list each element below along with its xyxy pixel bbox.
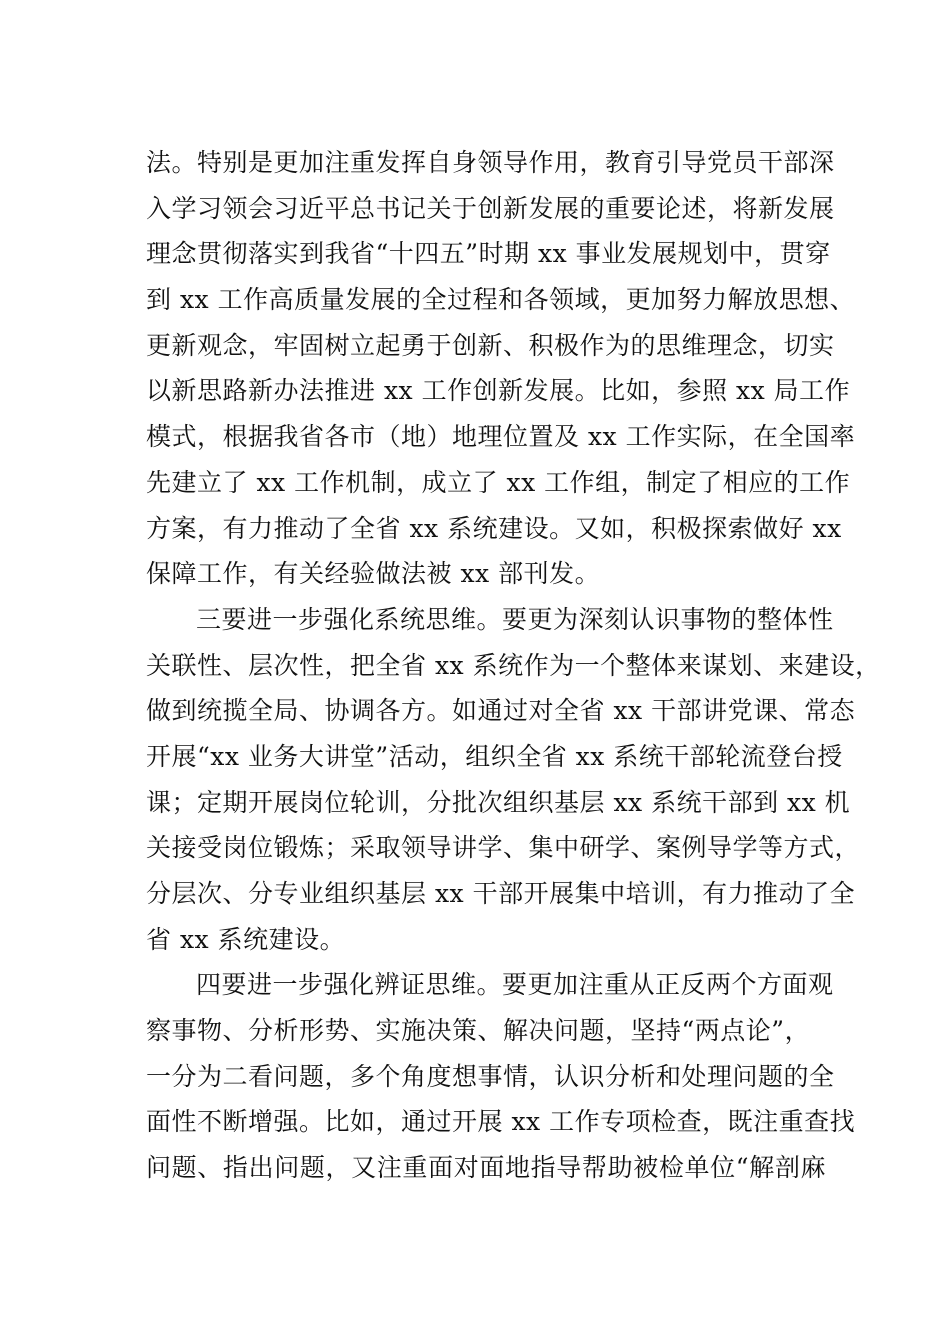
text-line: 一分为二看问题，多个角度想事情，认识分析和处理问题的全: [146, 1061, 835, 1091]
text-line: 理念贯彻落实到我省“十四五”时期 xx 事业发展规划中，贯穿: [146, 239, 831, 269]
text-line: 关联性、层次性，把全省 xx 系统作为一个整体来谋划、来建设，: [146, 650, 881, 680]
text-line: 开展“xx 业务大讲堂”活动，组织全省 xx 系统干部轮流登台授: [146, 741, 843, 771]
text-line: 做到统揽全局、协调各方。如通过对全省 xx 干部讲党课、常态: [146, 696, 856, 726]
text-line: 法。特别是更加注重发挥自身领导作用，教育引导党员干部深: [146, 148, 835, 177]
text-line: 以新思路新办法推进 xx 工作创新发展。比如，参照 xx 局工作: [146, 376, 851, 406]
body-text: [146, 140, 881, 1191]
text-line: 方案，有力推动了全省 xx 系统建设。又如，积极探索做好 xx: [146, 513, 842, 543]
text-line: 分层次、分专业组织基层 xx 干部开展集中培训，有力推动了全: [146, 879, 856, 908]
text-line: 保障工作，有关经验做法被 xx 部刊发。: [146, 559, 601, 589]
text-line: 问题、指出问题，又注重面对面地指导帮助被检单位“解剖麻: [146, 1153, 826, 1183]
text-line: 面性不断增强。比如，通过开展 xx 工作专项检查，既注重查找: [146, 1107, 856, 1137]
text-line: 课；定期开展岗位轮训，分批次组织基层 xx 系统干部到 xx 机: [146, 787, 851, 817]
text-line: 省 xx 系统建设。: [146, 924, 346, 954]
text-line: 关接受岗位锻炼；采取领导讲学、集中研学、案例导学等方式，: [146, 833, 861, 863]
text-line: 先建立了 xx 工作机制，成立了 xx 工作组，制定了相应的工作: [146, 467, 851, 497]
text-line: 更新观念，牢固树立起勇于创新、积极作为的思维理念，切实: [146, 330, 835, 360]
text-line: 入学习领会习近平总书记关于创新发展的重要论述，将新发展: [146, 193, 835, 223]
paragraph-heading-line: 三要进一步强化系统思维。要更为深刻认识事物的整体性: [196, 604, 834, 634]
text-line: 到 xx 工作高质量发展的全过程和各领域，更加努力解放思想、: [146, 285, 856, 315]
text-line: 模式，根据我省各市（地）地理位置及 xx 工作实际，在全国率: [146, 422, 856, 452]
text-line: 察事物、分析形势、实施决策、解决问题，坚持“两点论”，: [146, 1016, 811, 1046]
paragraph-heading-line: 四要进一步强化辨证思维。要更加注重从正反两个方面观: [196, 970, 834, 1000]
